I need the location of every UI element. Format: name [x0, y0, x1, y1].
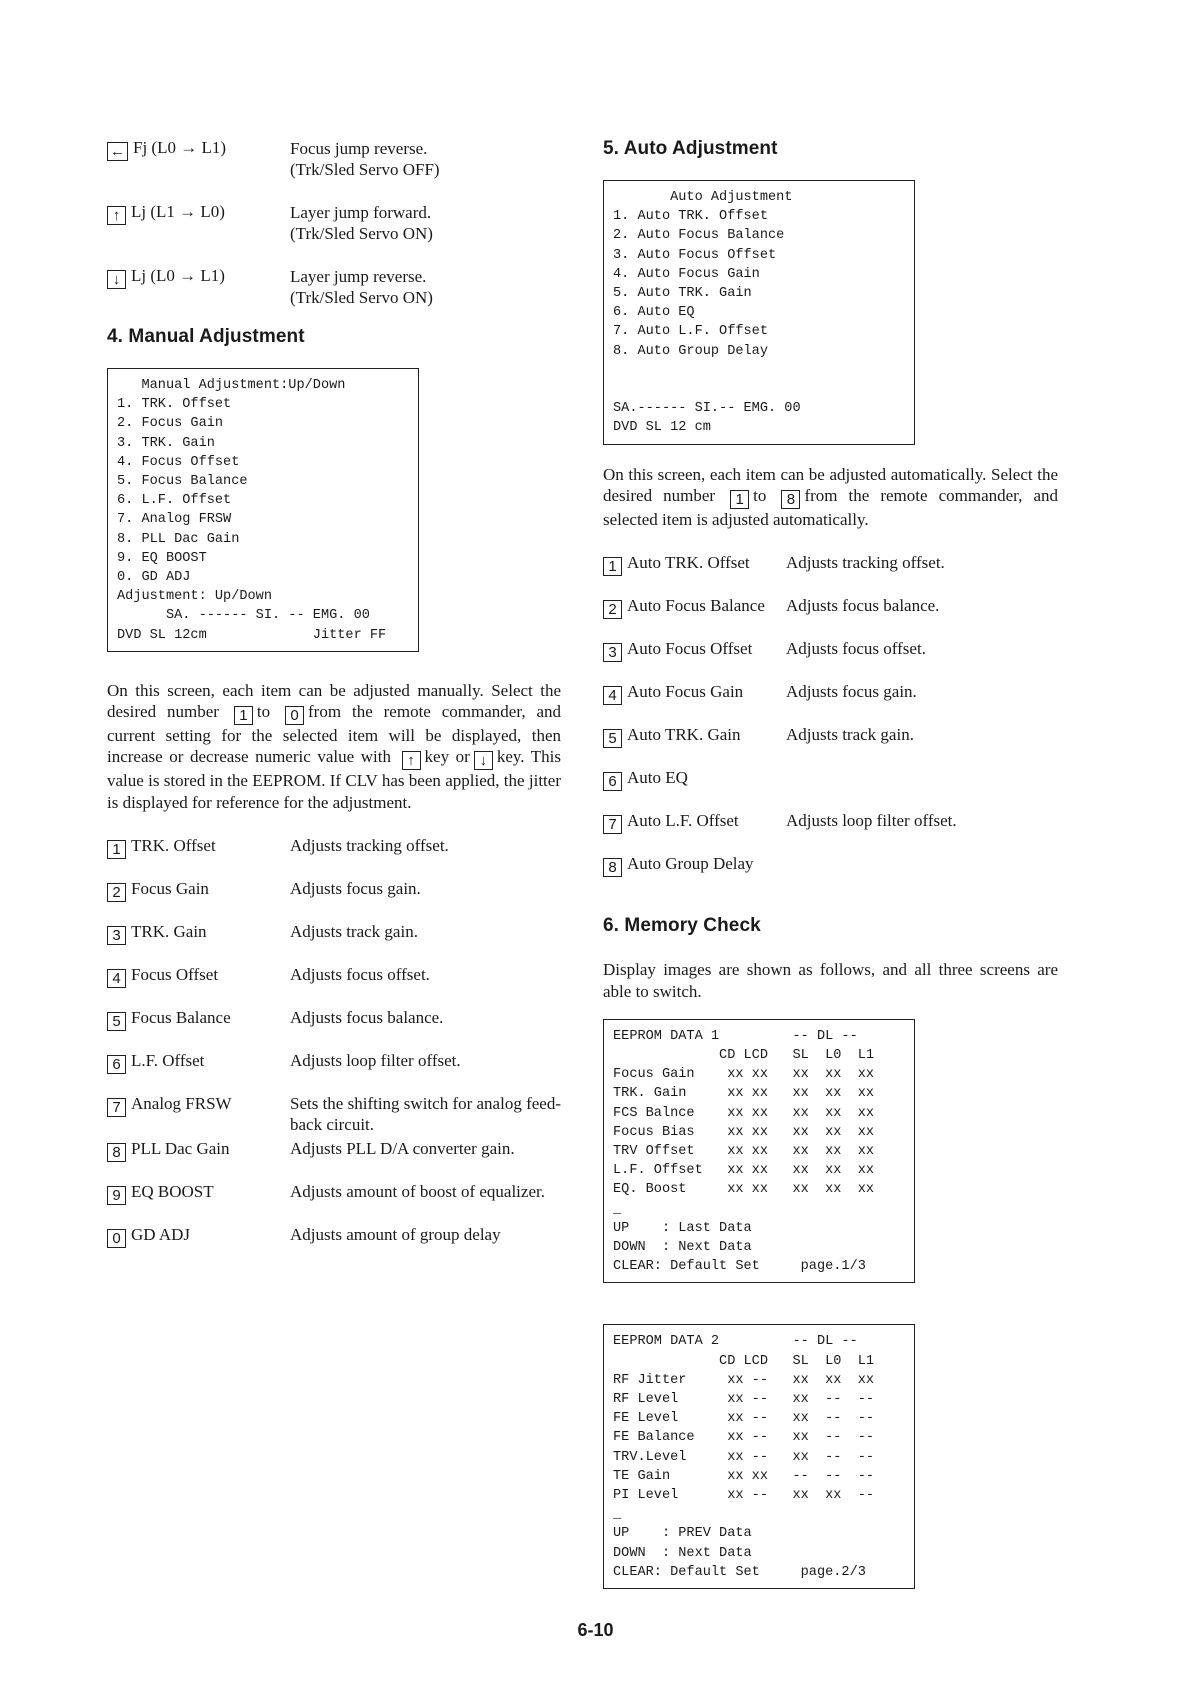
list-item — [603, 595, 1058, 638]
screen-line: _ — [613, 1507, 622, 1523]
screen-line: 1. TRK. Offset — [117, 397, 232, 413]
screen-line: 3. Auto Focus Offset — [613, 247, 777, 263]
screen-line: CD LCD SL L0 L1 — [613, 1353, 875, 1369]
screen-line: TRV Offset xx xx xx xx xx — [613, 1144, 875, 1160]
screen-line: 4. Auto Focus Gain — [613, 266, 760, 282]
item-label: Auto Group Delay — [627, 854, 754, 874]
auto-adjustment-screen — [603, 180, 915, 445]
number-key: 4 — [107, 969, 126, 988]
screen-line: TRK. Gain xx xx xx xx xx — [613, 1086, 875, 1102]
screen-line: 8. Auto Group Delay — [613, 343, 768, 359]
number-key: 7 — [603, 815, 622, 834]
screen-line: Manual Adjustment:Up/Down — [117, 378, 346, 393]
screen-line: UP : Last Data — [613, 1220, 752, 1236]
list-item — [107, 964, 561, 1007]
screen-line: 7. Auto L.F. Offset — [613, 324, 768, 340]
item-desc: Adjusts tracking offset. — [290, 836, 449, 856]
screen-line: EEPROM DATA 2 -- DL -- — [613, 1334, 858, 1350]
section-heading-auto: 5. Auto Adjustment — [603, 138, 778, 159]
jump-row-layer-forward — [107, 202, 561, 266]
para-text: key. This value is stored in the EEPROM. If CLV has been applied, the jitter is displayed for reference for the adjustment. — [107, 747, 561, 812]
screen-line: CLEAR: Default Set page.2/3 — [613, 1564, 866, 1580]
list-item — [603, 767, 1058, 810]
jump-row-layer-reverse — [107, 266, 561, 330]
list-item — [603, 810, 1058, 853]
screen-line: RF Jitter xx -- xx xx xx — [613, 1372, 875, 1388]
item-desc: Adjusts loop filter offset. — [290, 1051, 461, 1071]
item-label: Auto TRK. Gain — [627, 725, 741, 745]
screen-line: RF Level xx -- xx -- -- — [613, 1392, 875, 1408]
screen-line: 5. Focus Balance — [117, 474, 248, 490]
number-key: 0 — [107, 1229, 126, 1248]
arrow-up-key: ↑ — [107, 206, 126, 225]
number-key: 5 — [603, 729, 622, 748]
screen-line: CLEAR: Default Set page.1/3 — [613, 1259, 866, 1275]
item-label: Auto Focus Offset — [627, 639, 753, 659]
list-item — [107, 1138, 561, 1181]
item-label: Auto Focus Gain — [627, 682, 744, 702]
screen-line: 6. L.F. Offset — [117, 493, 232, 509]
item-label: GD ADJ — [131, 1225, 191, 1245]
item-label: TRK. Offset — [131, 836, 216, 856]
item-desc: Adjusts PLL D/A converter gain. — [290, 1139, 515, 1159]
arrow-up-key: ↑ — [402, 751, 421, 770]
screen-line: Focus Gain xx xx xx xx xx — [613, 1067, 875, 1083]
screen-line: TRV.Level xx -- xx -- -- — [613, 1449, 875, 1465]
item-desc: Adjusts amount of boost of equalizer. — [290, 1182, 545, 1202]
number-key: 2 — [107, 883, 126, 902]
number-key: 6 — [603, 772, 622, 791]
section-heading-manual: 4. Manual Adjustment — [107, 326, 305, 347]
list-item — [603, 638, 1058, 681]
key-8: 8 — [781, 490, 800, 509]
screen-line: FCS Balnce xx xx xx xx xx — [613, 1105, 875, 1121]
list-item — [107, 1224, 561, 1267]
jump-row-focus-reverse — [107, 138, 561, 202]
item-desc: Adjusts focus gain. — [786, 682, 917, 702]
item-label: TRK. Gain — [131, 922, 207, 942]
number-key: 7 — [107, 1098, 126, 1117]
para-text: from the remote commander, and current setting for the selected item will be displayed, then increase or decrease numeric value with — [107, 702, 562, 767]
screen-line: 9. EQ BOOST — [117, 550, 207, 566]
jump-desc-note: (Trk/Sled Servo ON) — [290, 224, 433, 243]
screen-line: FE Level xx -- xx -- -- — [613, 1411, 875, 1427]
key-0: 0 — [285, 706, 304, 725]
right-column — [603, 138, 1058, 1589]
number-key: 8 — [107, 1143, 126, 1162]
item-label: Analog FRSW — [131, 1094, 232, 1114]
screen-line: DOWN : Next Data — [613, 1545, 752, 1561]
item-desc: Adjusts tracking offset. — [786, 553, 945, 573]
jump-desc: Layer jump reverse. — [290, 267, 427, 286]
list-item — [603, 853, 1058, 896]
item-desc: Adjusts amount of group delay — [290, 1225, 501, 1245]
list-item — [603, 724, 1058, 767]
screen-line: SA.------ SI.-- EMG. 00 — [613, 401, 801, 417]
auto-description — [603, 464, 1058, 531]
item-desc: Sets the shifting switch for analog feed-back circuit. — [290, 1094, 561, 1135]
jump-label: Lj (L0 → L1) — [131, 266, 225, 285]
number-key: 4 — [603, 686, 622, 705]
screen-line: TE Gain xx xx -- -- -- — [613, 1468, 875, 1484]
number-key: 5 — [107, 1012, 126, 1031]
memory-description: Display images are shown as follows, and all three screens are able to switch. — [603, 960, 1058, 1001]
para-text: from the remote commander, and selected item is adjusted automatically. — [603, 485, 1059, 529]
screen-line: CD LCD SL L0 L1 — [613, 1048, 875, 1063]
screen-line: 2. Auto Focus Balance — [613, 228, 785, 244]
item-desc: Adjusts track gain. — [786, 725, 914, 745]
screen-line: 7. Analog FRSW — [117, 512, 232, 528]
item-desc: Adjusts loop filter offset. — [786, 811, 957, 831]
screen-line: DOWN : Next Data — [613, 1240, 752, 1256]
item-label: Focus Balance — [131, 1008, 231, 1028]
number-key: 3 — [107, 926, 126, 945]
list-item — [107, 878, 561, 921]
screen-line: UP : PREV Data — [613, 1526, 752, 1542]
eeprom-screen-2 — [603, 1324, 915, 1589]
list-item — [107, 835, 561, 878]
item-label: L.F. Offset — [131, 1051, 205, 1071]
jump-label: Fj (L0 → L1) — [133, 138, 227, 157]
auto-item-list — [603, 552, 1058, 896]
jump-desc: Layer jump forward. — [290, 203, 432, 222]
screen-line: PI Level xx -- xx xx -- — [613, 1488, 875, 1504]
item-desc: Adjusts track gain. — [290, 922, 418, 942]
number-key: 9 — [107, 1186, 126, 1205]
screen-line: 1. Auto TRK. Offset — [613, 209, 768, 225]
number-key: 1 — [603, 557, 622, 576]
para-text: On this screen, each item can be adjusted manually. Select the desired number — [107, 680, 561, 722]
screen-line: Adjustment: Up/Down — [117, 589, 272, 605]
list-item — [603, 552, 1058, 595]
screen-line: 4. Focus Offset — [117, 454, 240, 470]
key-1: 1 — [730, 490, 749, 509]
item-label: Auto EQ — [627, 768, 688, 788]
screen-line: 2. Focus Gain — [117, 416, 224, 432]
item-label: PLL Dac Gain — [131, 1139, 230, 1159]
list-item — [107, 1007, 561, 1050]
item-desc: Adjusts focus offset. — [290, 965, 430, 985]
screen-line: _ — [613, 1201, 622, 1217]
para-text: to — [256, 702, 271, 722]
screen-line: Focus Bias xx xx xx xx xx — [613, 1124, 875, 1140]
number-key: 3 — [603, 643, 622, 662]
number-key: 6 — [107, 1055, 126, 1074]
item-label: Focus Offset — [131, 965, 219, 985]
para-text: On this screen, each item can be adjusted automatically. Select the desired number — [603, 464, 1058, 505]
list-item — [107, 1050, 561, 1093]
screen-line — [613, 380, 905, 399]
screen-line: L.F. Offset xx xx xx xx xx — [613, 1163, 875, 1179]
manual-item-list — [107, 835, 561, 1267]
manual-description — [107, 680, 561, 813]
para-text: to — [753, 485, 767, 505]
arrow-left-key: ← — [107, 142, 128, 161]
number-key: 2 — [603, 600, 622, 619]
screen-line: 3. TRK. Gain — [117, 435, 215, 451]
screen-line: 5. Auto TRK. Gain — [613, 286, 752, 302]
number-key: 1 — [107, 840, 126, 859]
screen-line: DVD SL 12cm Jitter FF — [117, 627, 387, 643]
item-desc: Adjusts focus offset. — [786, 639, 926, 659]
item-desc: Adjusts focus balance. — [290, 1008, 444, 1028]
screen-line: 6. Auto EQ — [613, 305, 695, 321]
left-column — [107, 138, 561, 1267]
item-label: Auto TRK. Offset — [627, 553, 750, 573]
eeprom-screen-1 — [603, 1019, 915, 1284]
item-label: EQ BOOST — [131, 1182, 214, 1202]
item-label: Focus Gain — [131, 879, 209, 899]
jump-desc-note: (Trk/Sled Servo OFF) — [290, 160, 440, 179]
section-heading-memory: 6. Memory Check — [603, 915, 761, 937]
para-text: key or — [424, 747, 470, 767]
number-key: 8 — [603, 858, 622, 877]
item-label: Auto Focus Balance — [627, 596, 765, 616]
screen-line: SA. ------ SI. -- EMG. 00 — [117, 608, 370, 624]
list-item — [107, 1093, 561, 1136]
item-desc: Adjusts focus gain. — [290, 879, 421, 899]
list-item — [107, 921, 561, 964]
item-desc: Adjusts focus balance. — [786, 596, 940, 616]
key-1: 1 — [234, 706, 253, 725]
jump-desc-note: (Trk/Sled Servo ON) — [290, 288, 433, 307]
list-item — [107, 1181, 561, 1224]
screen-line: 0. GD ADJ — [117, 570, 191, 586]
screen-line: FE Balance xx -- xx -- -- — [613, 1430, 875, 1446]
jump-desc: Focus jump reverse. — [290, 139, 428, 158]
screen-line: Auto Adjustment — [613, 190, 793, 205]
manual-adjustment-screen — [107, 368, 419, 652]
jump-label: Lj (L1 → L0) — [131, 202, 225, 221]
list-item — [603, 681, 1058, 724]
screen-line: EQ. Boost xx xx xx xx xx — [613, 1182, 875, 1198]
screen-line: DVD SL 12 cm — [613, 420, 711, 436]
arrow-down-key: ↓ — [474, 751, 493, 770]
screen-line: 8. PLL Dac Gain — [117, 531, 240, 547]
screen-line — [613, 361, 905, 380]
arrow-down-key: ↓ — [107, 270, 126, 289]
item-label: Auto L.F. Offset — [627, 811, 739, 831]
screen-line: EEPROM DATA 1 -- DL -- — [613, 1028, 858, 1044]
page-number: 6-10 — [577, 1620, 614, 1640]
